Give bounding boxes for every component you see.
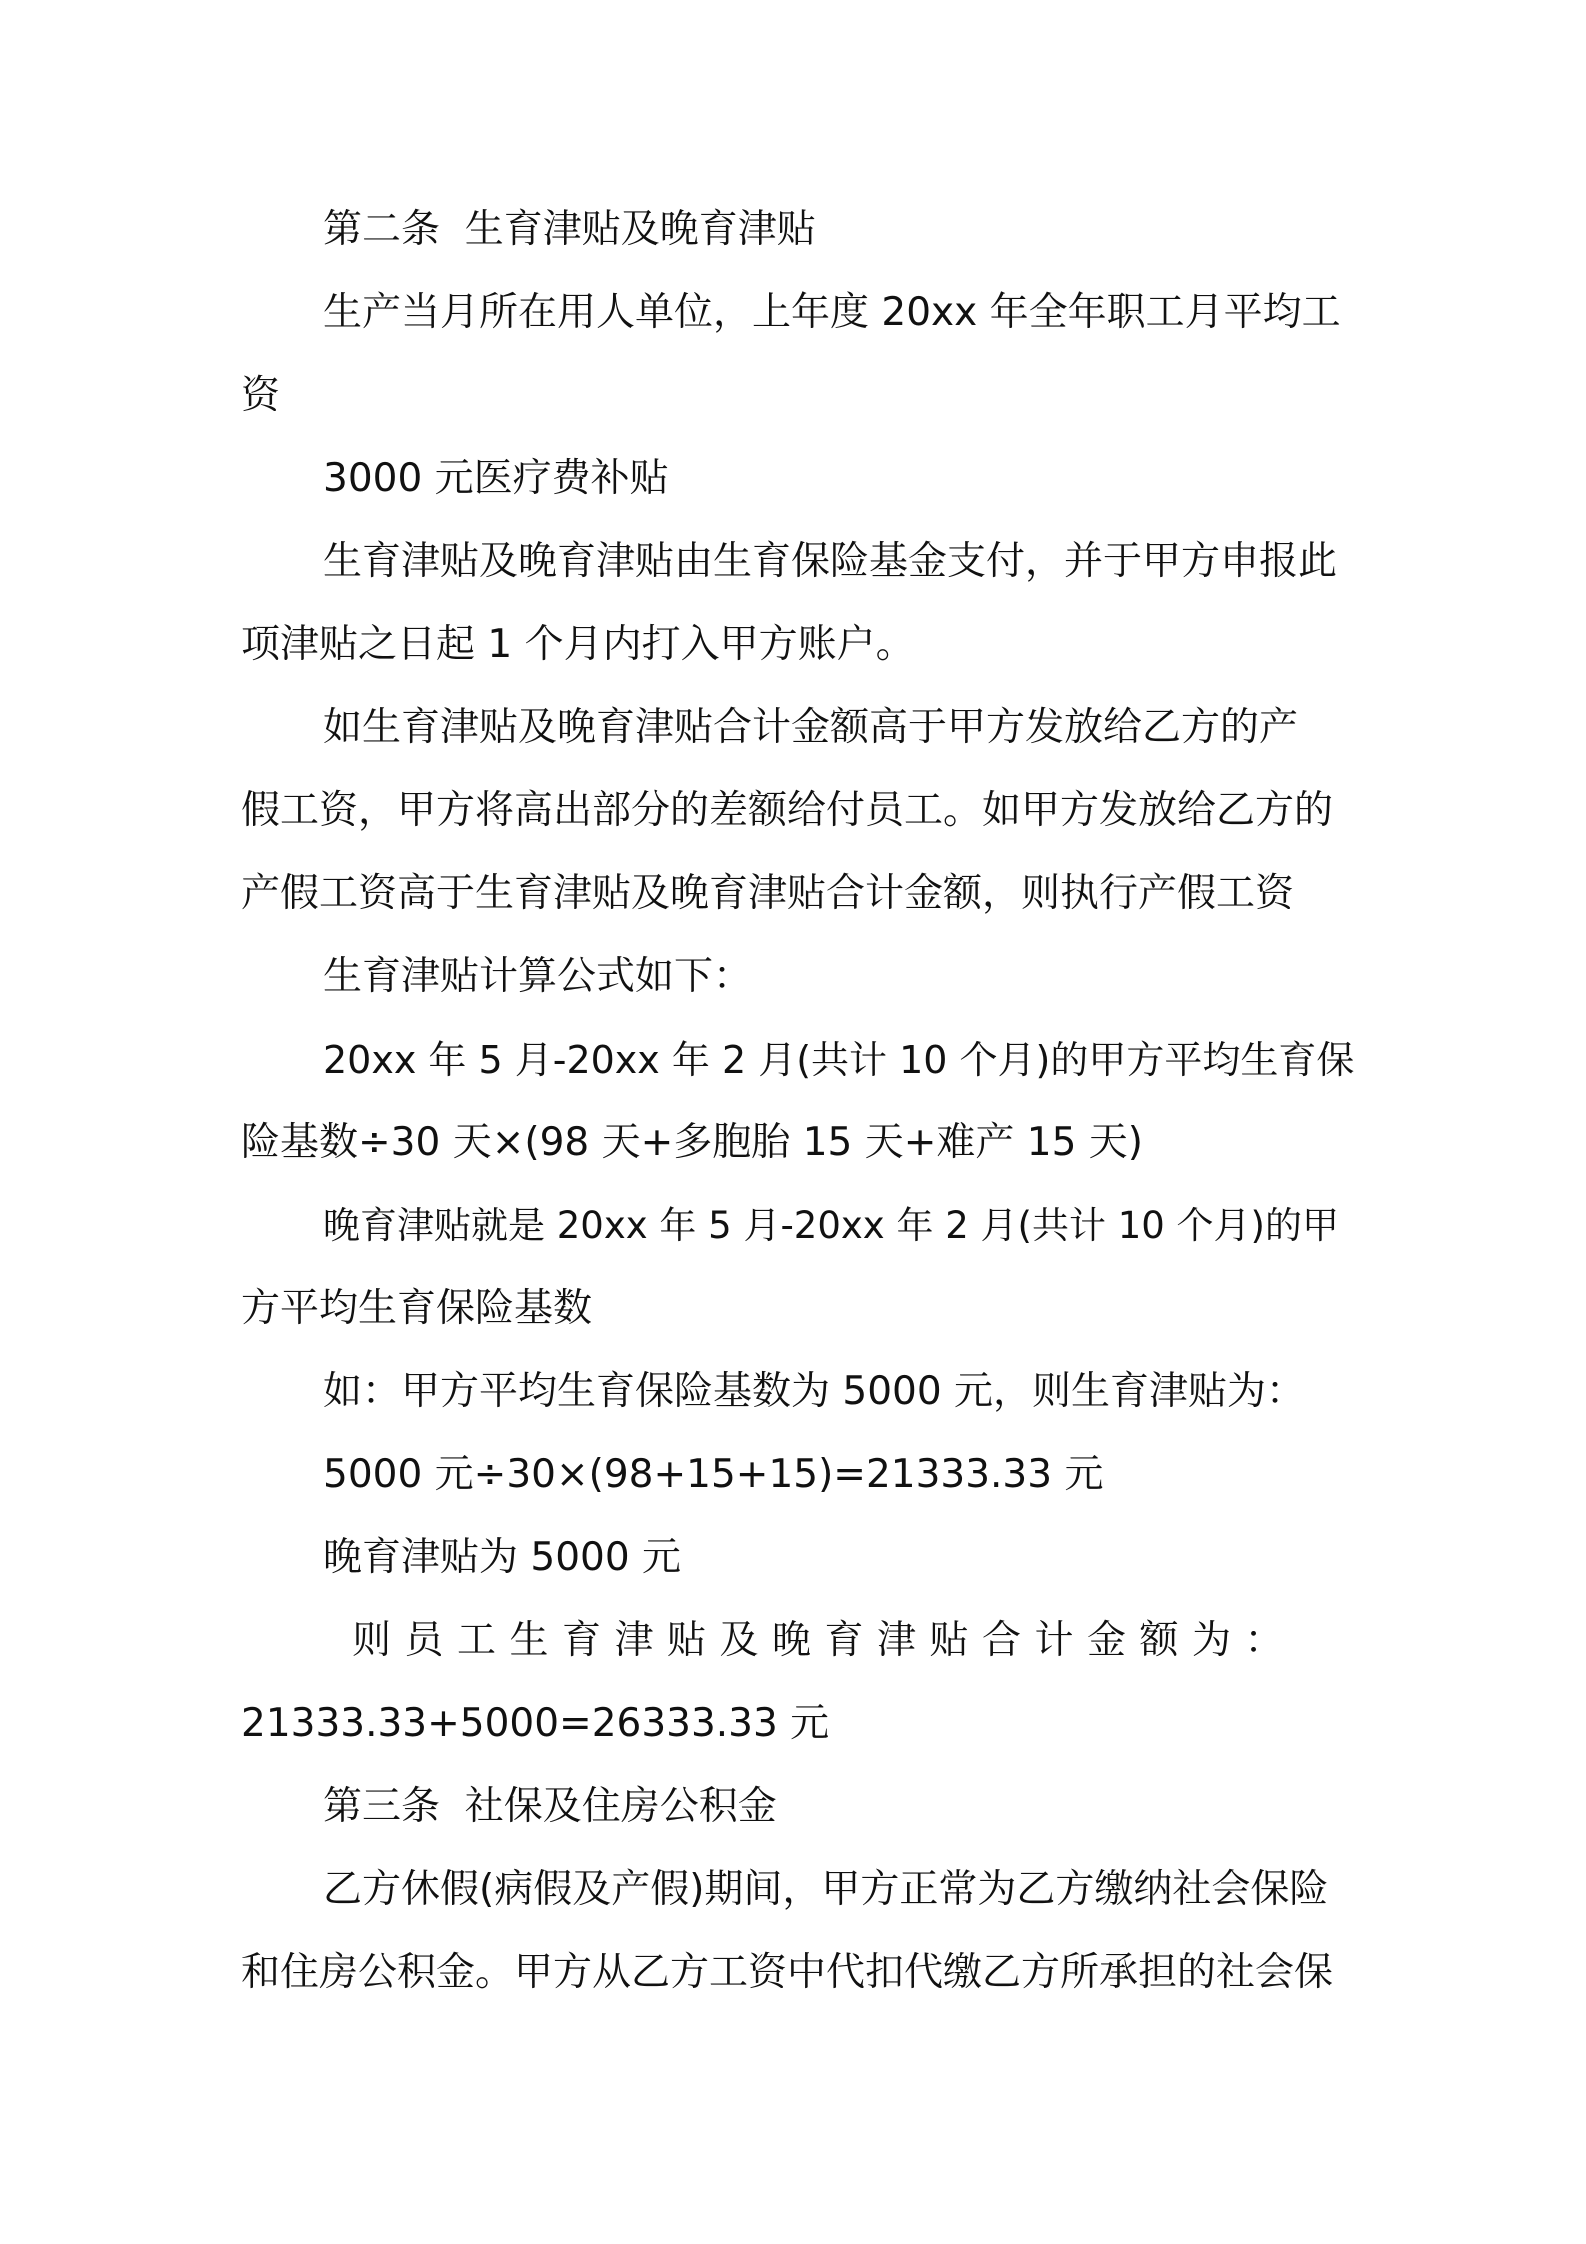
paragraph-line: 如生育津贴及晚育津贴合计金额高于甲方发放给乙方的产 <box>323 705 1299 750</box>
paragraph-line: 晚育津贴就是 20xx 年 5 月-20xx 年 2 月(共计 10 个月)的甲 <box>323 1204 1339 1247</box>
paragraph-line: 和住房公积金。甲方从乙方工资中代扣代缴乙方所承担的社会保 <box>241 1950 1334 1995</box>
example-line: 晚育津贴为 5000 元 <box>323 1535 682 1580</box>
article-2-heading: 第二条 生育津贴及晚育津贴 <box>323 207 816 252</box>
article-3-heading: 第三条 社保及住房公积金 <box>323 1784 777 1829</box>
formula-line: 险基数÷30 天×(98 天+多胞胎 15 天+难产 15 天) <box>241 1120 1144 1165</box>
paragraph-line: 生育津贴及晚育津贴由生育保险基金支付，并于甲方申报此 <box>323 539 1338 584</box>
example-line: 如：甲方平均生育保险基数为 5000 元，则生育津贴为： <box>323 1369 1306 1414</box>
paragraph-line: 假工资，甲方将高出部分的差额给付员工。如甲方发放给乙方的 <box>241 788 1334 833</box>
example-total: 21333.33+5000=26333.33 元 <box>241 1701 830 1746</box>
paragraph-line: 方平均生育保险基数 <box>241 1286 593 1331</box>
paragraph-line: 乙方休假(病假及产假)期间，甲方正常为乙方缴纳社会保险 <box>323 1867 1329 1912</box>
paragraph-line: 生育津贴计算公式如下： <box>323 954 753 999</box>
example-line: 则员工生育津贴及晚育津贴合计金额为： <box>352 1618 1298 1663</box>
paragraph-line: 3000 元医疗费补贴 <box>323 456 669 501</box>
example-calculation: 5000 元÷30×(98+15+15)=21333.33 元 <box>323 1452 1104 1497</box>
formula-line: 20xx 年 5 月-20xx 年 2 月(共计 10 个月)的甲方平均生育保 <box>323 1038 1355 1082</box>
paragraph-line: 项津贴之日起 1 个月内打入甲方账户。 <box>241 622 915 667</box>
paragraph-line: 产假工资高于生育津贴及晚育津贴合计金额，则执行产假工资 <box>241 871 1295 916</box>
paragraph-line: 资 <box>241 373 281 418</box>
paragraph-line: 生产当月所在用人单位，上年度 20xx 年全年职工月平均工 <box>323 290 1341 335</box>
